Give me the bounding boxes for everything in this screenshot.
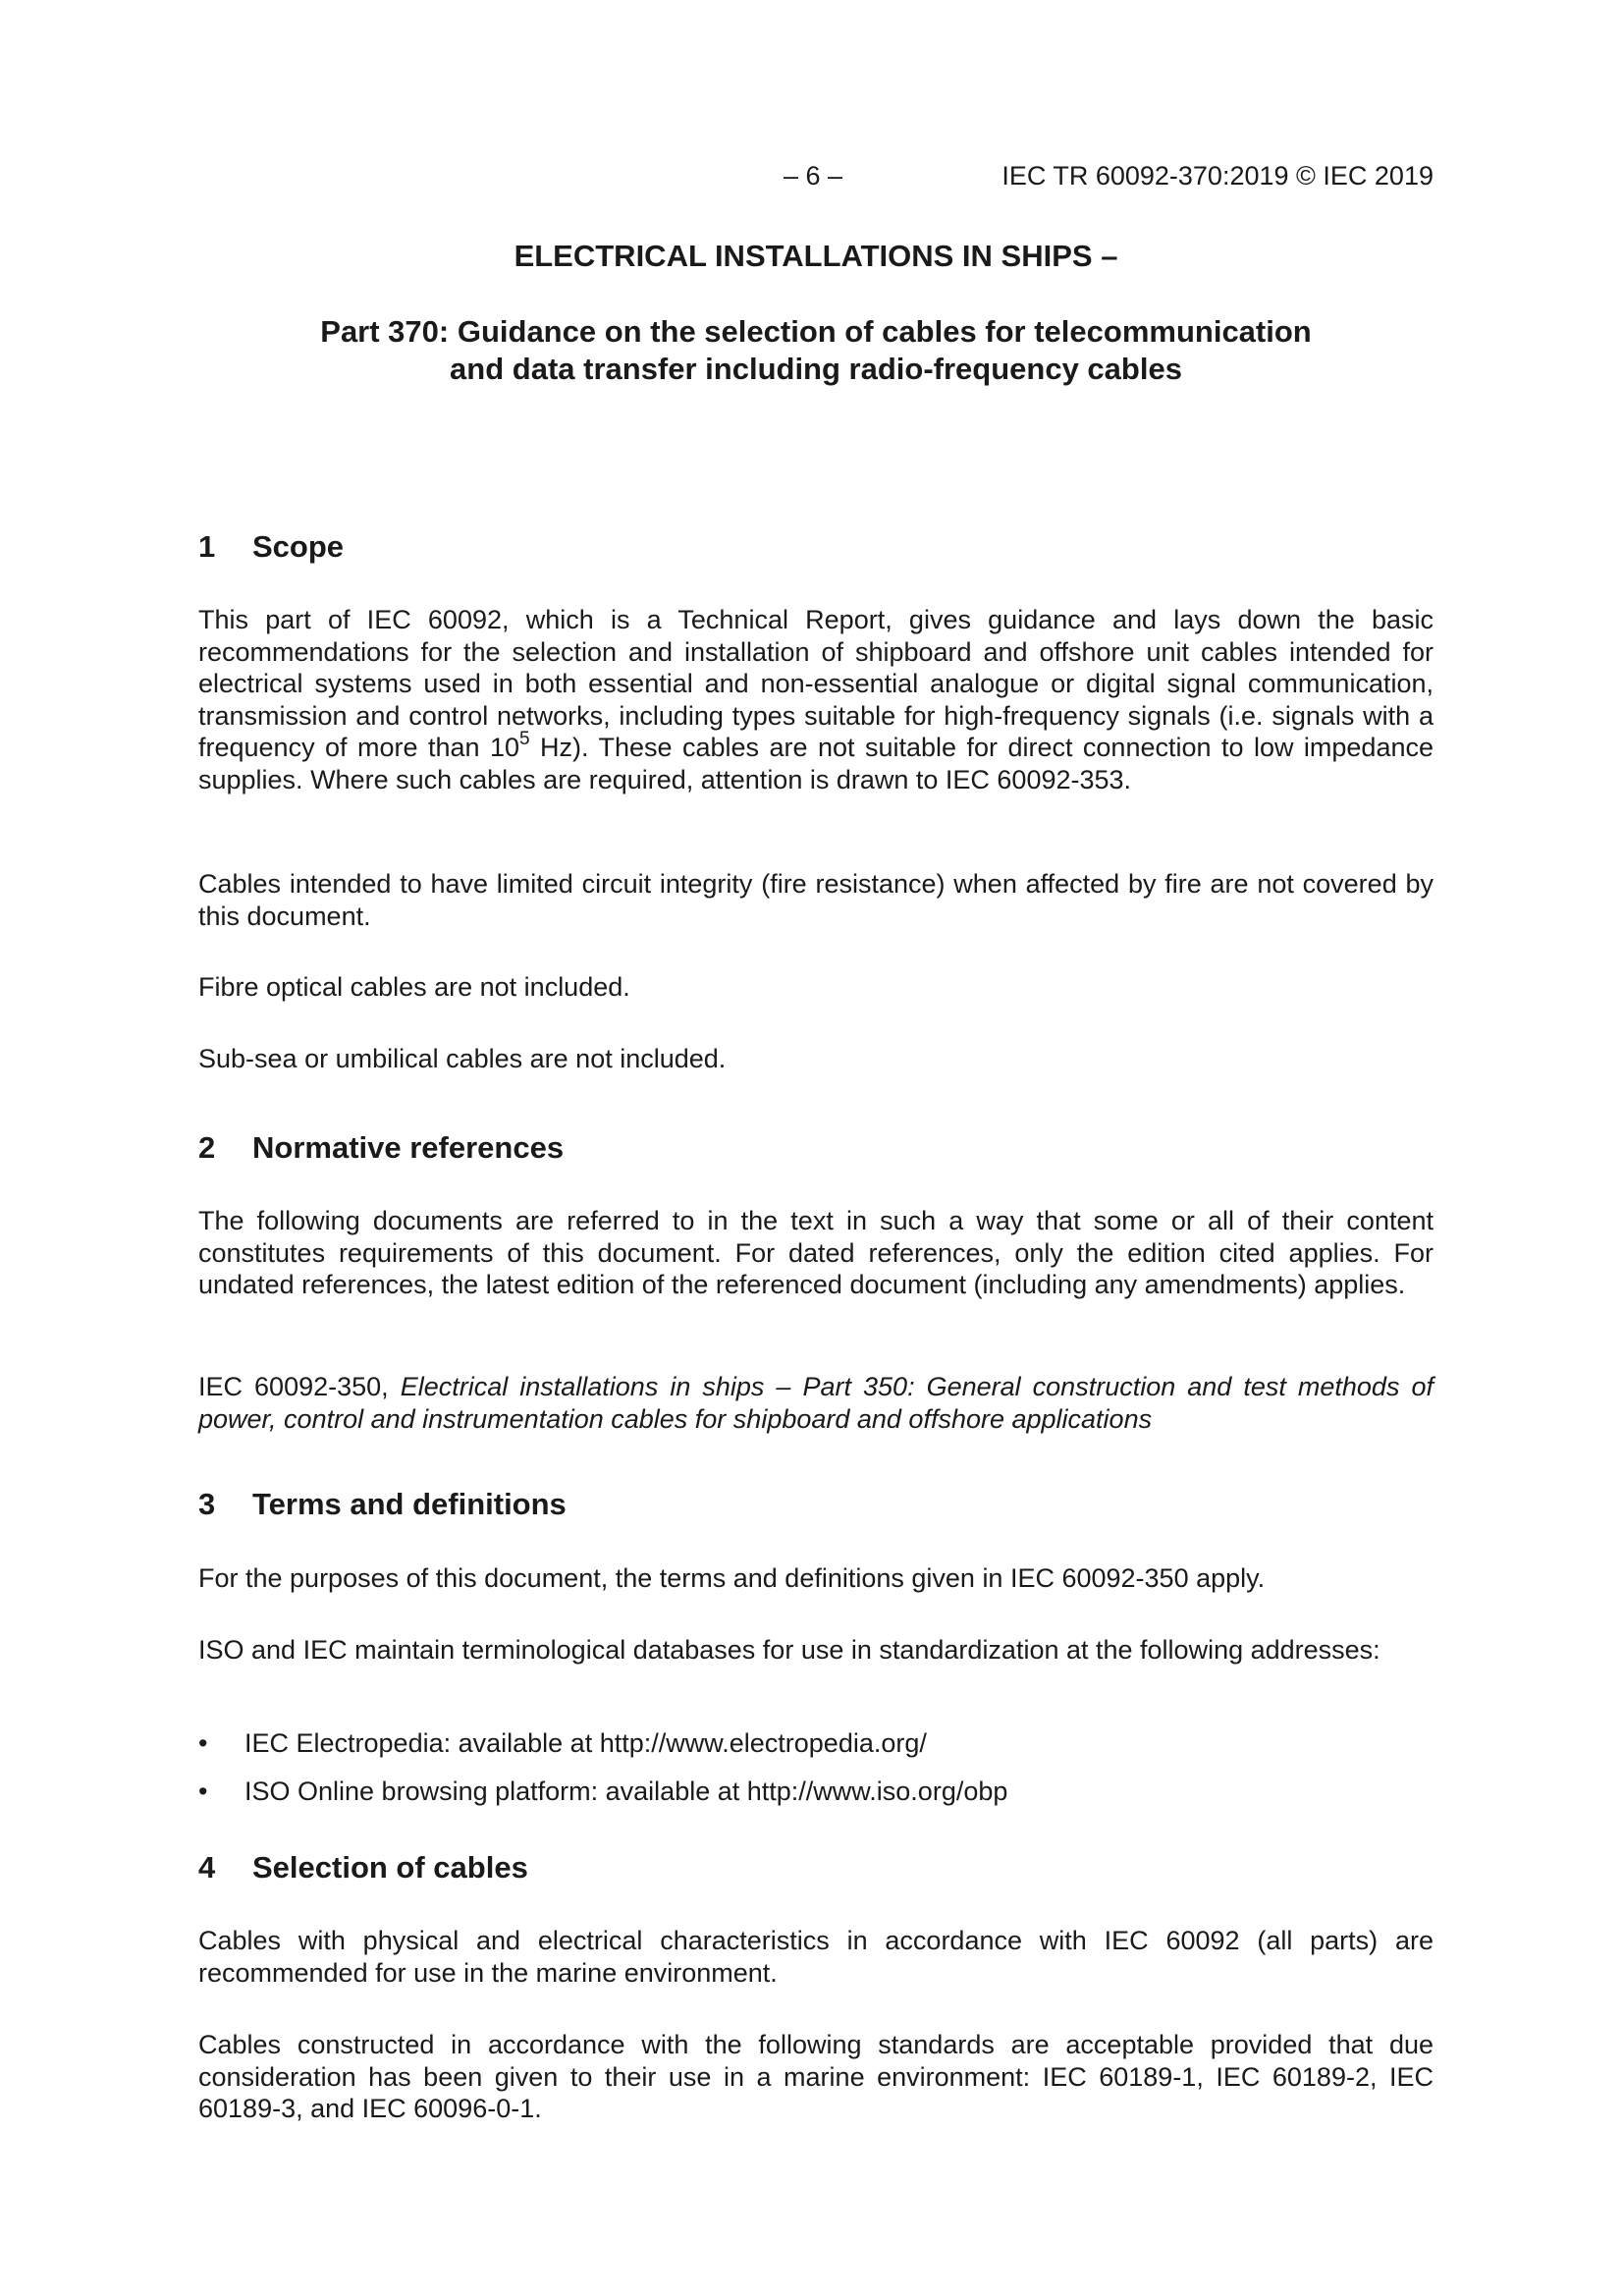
normative-paragraph-1: The following documents are referred to in the text in such a way that some or all of their content constitutes requirements of this document. For dated references, only the edition cited applies. For undated references, the latest edition of the referenced document (including any amendments) applies. (198, 1206, 1434, 1299)
subtitle-line-2: and data transfer including radio-frequency cables (450, 352, 1182, 386)
section-heading-normative-references (198, 1129, 564, 1167)
section-number: 2 (198, 1130, 216, 1165)
scope-p1-text: This part of IEC 60092, which is a Technical Report, gives guidance and lays down the basic recommendations for the selection and installation of shipboard and offshore unit cables intended for electrical systems used in both essential and non-essential analogue or digital signal communication, transmission and control networks, including types suitable for high-frequency signals (i.e. signals with a frequency of more than 10 (198, 605, 1434, 762)
page-number: – 6 – (784, 161, 843, 191)
section-heading-selection-of-cables (198, 1849, 528, 1886)
section-title: Terms and definitions (252, 1487, 567, 1521)
subtitle-line-1: Part 370: Guidance on the selection of cables for telecommunication (320, 314, 1312, 349)
bullet-symbol: • (198, 1728, 208, 1758)
list-item-text: ISO Online browsing platform: available at http://www.iso.org/obp (244, 1777, 1008, 1806)
terms-paragraph-2: ISO and IEC maintain terminological databases for use in standardization at the following addresses: (198, 1635, 1380, 1665)
list-item (198, 1727, 1434, 1759)
reference-title: Electrical installations in ships – Part 350: General construction and test methods of power, control and instrumentation cables for shipboard and offshore applications (198, 1372, 1434, 1434)
section-title: Scope (252, 529, 345, 564)
normative-reference-entry (198, 1371, 1434, 1435)
document-id: IEC TR 60092-370:2019 © IEC 2019 (1001, 161, 1434, 191)
scope-paragraph-3: Fibre optical cables are not included. (198, 972, 630, 1002)
selection-paragraph-2: Cables constructed in accordance with the following standards are acceptable provided that due consideration has been given to their use in a marine environment: IEC 60189-1, IEC 60189-2, IEC 60189-3, and IEC 60096-0-1. (198, 2030, 1434, 2123)
scope-paragraph-2: Cables intended to have limited circuit integrity (fire resistance) when affected by fire are not covered by this document. (198, 869, 1434, 931)
scope-paragraph-4: Sub-sea or umbilical cables are not included. (198, 1044, 727, 1073)
document-title: ELECTRICAL INSTALLATIONS IN SHIPS – (514, 239, 1118, 273)
scope-paragraph-1 (198, 604, 1434, 795)
section-number: 1 (198, 529, 216, 564)
selection-paragraph-1: Cables with physical and electrical characteristics in accordance with IEC 60092 (all parts) are recommended for use in the marine environment. (198, 1926, 1434, 1988)
terms-paragraph-1: For the purposes of this document, the terms and definitions given in IEC 60092-350 apply. (198, 1563, 1266, 1593)
page-header (198, 159, 1434, 192)
list-item-text: IEC Electropedia: available at http://www.electropedia.org/ (244, 1728, 927, 1758)
section-heading-terms-and-definitions (198, 1486, 567, 1523)
scope-p1-text-end: Hz). These cables are not suitable for direct connection to low impedance supplies. Where such cables are required, attention is drawn to IEC 60092-353. (198, 733, 1434, 794)
reference-id: IEC 60092-350, (198, 1372, 389, 1401)
exponent: 5 (519, 729, 530, 749)
section-title: Normative references (252, 1130, 565, 1165)
document-subtitle (198, 313, 1434, 388)
list-item (198, 1776, 1434, 1807)
section-title: Selection of cables (252, 1850, 528, 1885)
section-number: 4 (198, 1850, 216, 1885)
section-heading-scope (198, 528, 344, 566)
section-number: 3 (198, 1487, 216, 1521)
bullet-symbol: • (198, 1777, 208, 1806)
